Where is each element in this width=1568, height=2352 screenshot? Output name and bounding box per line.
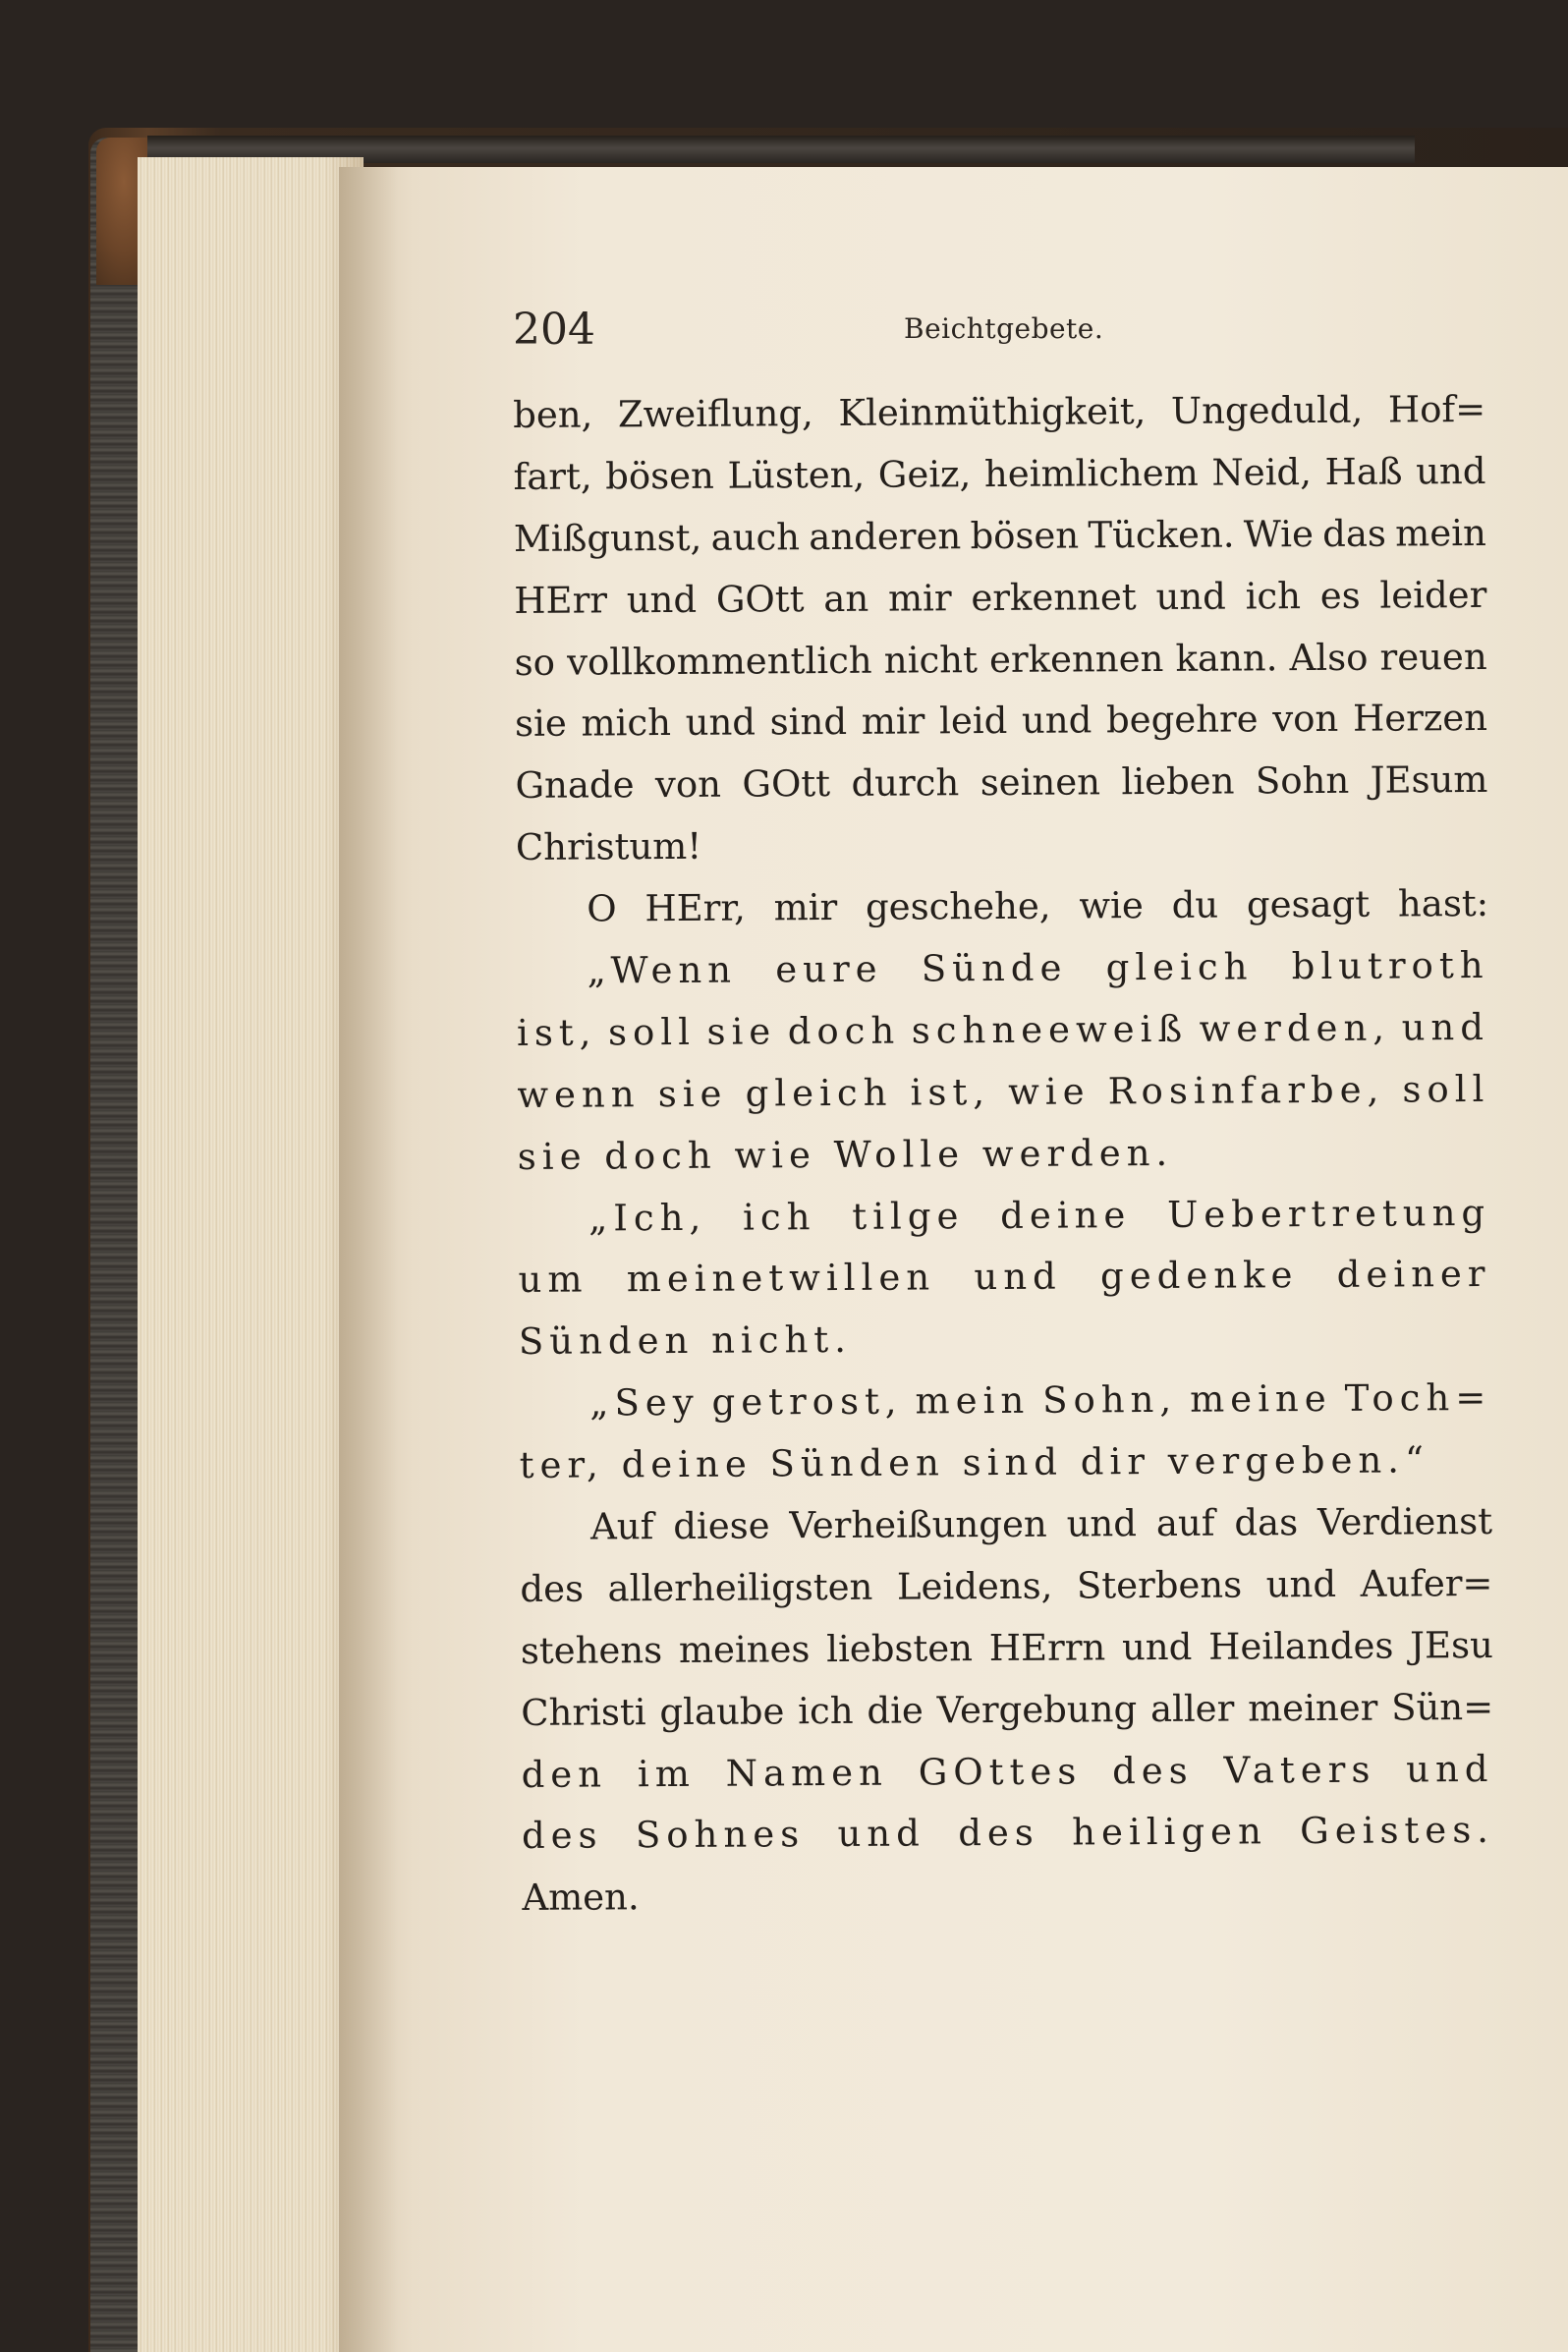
text-line: Amen. (522, 1876, 640, 1920)
page-number: 204 (513, 305, 595, 355)
text-line: Gnade von GOtt durch seinen lieben Sohn JEsum (515, 758, 1488, 808)
text-line: sie mich und sind mir leid und begehre von Herzen (514, 697, 1488, 746)
body-text (513, 379, 1495, 1930)
text-line: Christi glaube ich die Vergebung aller meiner Sün= (521, 1685, 1494, 1734)
page-edges (138, 157, 364, 2352)
text-line: ist, soll sie doch schneeweiß werden, und (516, 1005, 1490, 1054)
text-line: „Sey getrost, mein Sohn, meine Toch= (589, 1376, 1492, 1425)
text-line: Christum! (515, 825, 702, 869)
text-line: ter, deine Sünden sind dir vergeben.“ (519, 1438, 1430, 1487)
text-line: O HErr, mir geschehe, wie du gesagt hast: (587, 882, 1489, 930)
text-line: Auf diese Verheißungen und auf das Verdienst (589, 1499, 1493, 1548)
text-line: Sünden nicht. (518, 1318, 853, 1364)
text-line: des Sohnes und des heiligen Geistes. (521, 1809, 1495, 1858)
text-line: fart, bösen Lüsten, Geiz, heimlichem Neid, Haß und (513, 449, 1486, 498)
text-line: so vollkommentlich nicht erkennen kann. Also reuen (514, 635, 1487, 684)
text-line: ben, Zweiflung, Kleinmüthigkeit, Ungeduld, Hof= (513, 387, 1486, 436)
text-line: „Ich, ich tilge deine Uebertretung (588, 1191, 1491, 1240)
running-head: Beichtgebete. (904, 312, 1104, 345)
text-line: wenn sie gleich ist, wie Rosinfarbe, soll (517, 1067, 1490, 1116)
text-line: Mißgunst, auch anderen bösen Tücken. Wie das mein (513, 511, 1487, 560)
text-line: HErr und GOtt an mir erkennet und ich es leider (514, 573, 1487, 622)
text-line: um meinetwillen und gedenke deiner (518, 1253, 1491, 1302)
text-line: stehens meines liebsten HErrn und Heilandes JEsu (520, 1623, 1493, 1672)
text-line: des allerheiligsten Leidens, Sterbens und Aufer= (520, 1561, 1493, 1610)
text-line: den im Namen GOttes des Vaters und (521, 1747, 1494, 1796)
page-header (513, 305, 1456, 354)
text-line: sie doch wie Wolle werden. (517, 1131, 1174, 1178)
text-line: „Wenn eure Sünde gleich blutroth (587, 943, 1489, 992)
